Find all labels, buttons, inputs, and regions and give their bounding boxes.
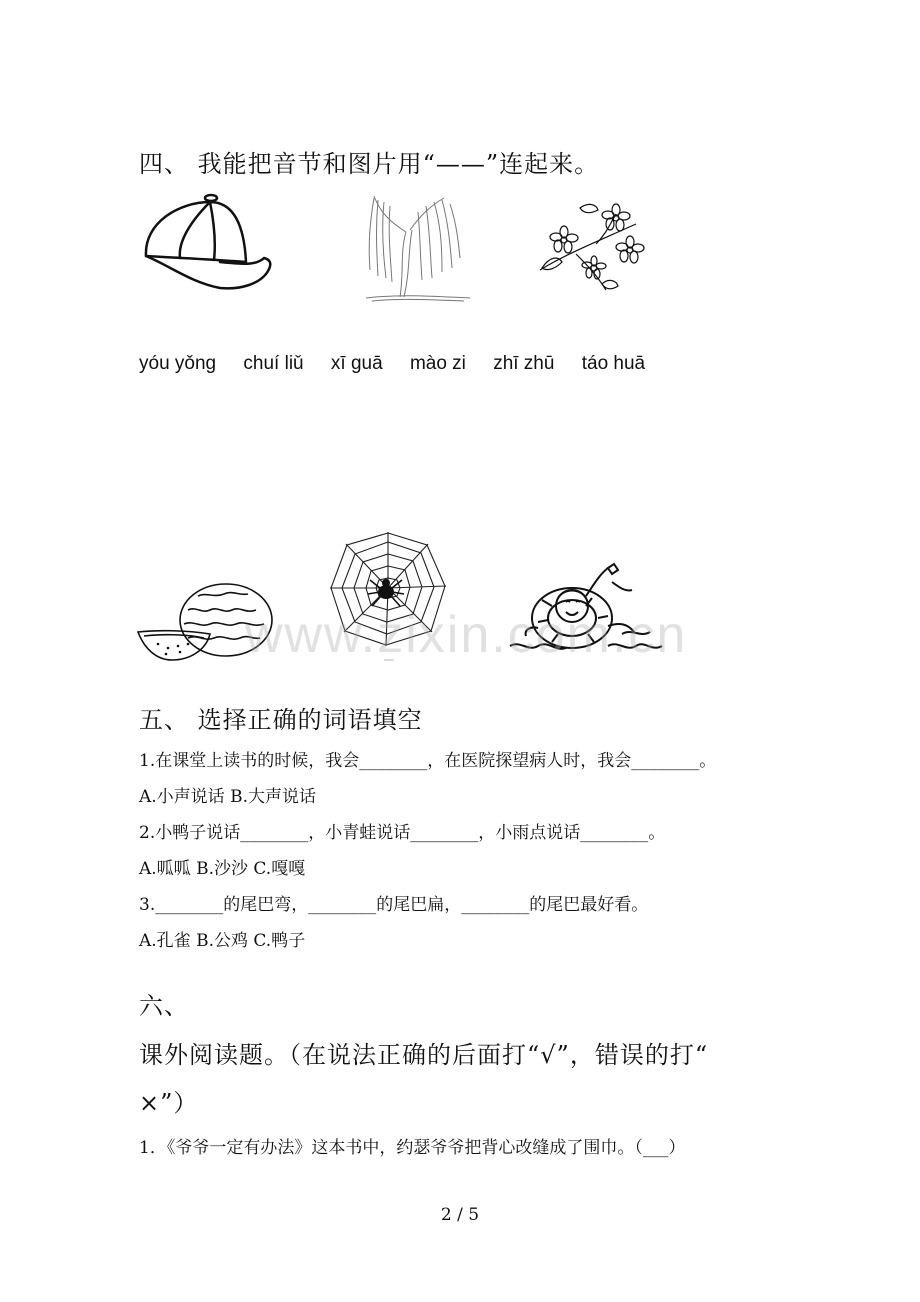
question-5-3-options: A.孔雀 B.公鸡 C.鸭子: [139, 931, 306, 951]
section-6-number: 六、: [139, 992, 189, 1020]
section-6-title-line2: ×”）: [139, 1089, 199, 1117]
section-5-title: 五、 选择正确的词语填空: [139, 706, 423, 734]
pinyin-taohua: táo huā: [581, 353, 646, 374]
question-5-2-options: A.呱呱 B.沙沙 C.嘎嘎: [139, 859, 306, 879]
pinyin-maozi: mào zi: [409, 353, 466, 374]
peach-blossom-image: [536, 194, 646, 296]
question-6-1: 1．《爷爷一定有办法》这本书中，约瑟爷爷把背心改缝成了围巾。（___）: [139, 1138, 686, 1158]
watermark: www.zixin.com.cn: [245, 606, 688, 664]
pinyin-xigua: xī guā: [330, 353, 383, 374]
pinyin-chuiliu: chuí liǔ: [243, 353, 304, 374]
section-6-title-line1: 课外阅读题。（在说法正确的后面打“√”，错误的打“: [139, 1041, 709, 1069]
question-5-1-options: A.小声说话 B.大声说话: [139, 787, 316, 807]
pinyin-youyong: yóu yǒng: [139, 353, 217, 374]
cap-image: [140, 192, 276, 294]
pinyin-row: [139, 353, 667, 375]
question-5-2: 2.小鸭子说话________，小青蛙说话________，小雨点说话________。: [139, 823, 666, 843]
question-5-3: 3.________的尾巴弯，________的尾巴扁，________的尾巴最好看。: [139, 895, 649, 915]
section-4-title: 四、 我能把音节和图片用“——”连起来。: [139, 150, 600, 178]
question-5-1: 1.在课堂上读书的时候，我会________，在医院探望病人时，我会________。: [139, 751, 717, 771]
page-number: 2 / 5: [440, 1205, 480, 1225]
willow-image: [360, 192, 474, 304]
pinyin-zhizhu: zhī zhū: [493, 353, 555, 374]
